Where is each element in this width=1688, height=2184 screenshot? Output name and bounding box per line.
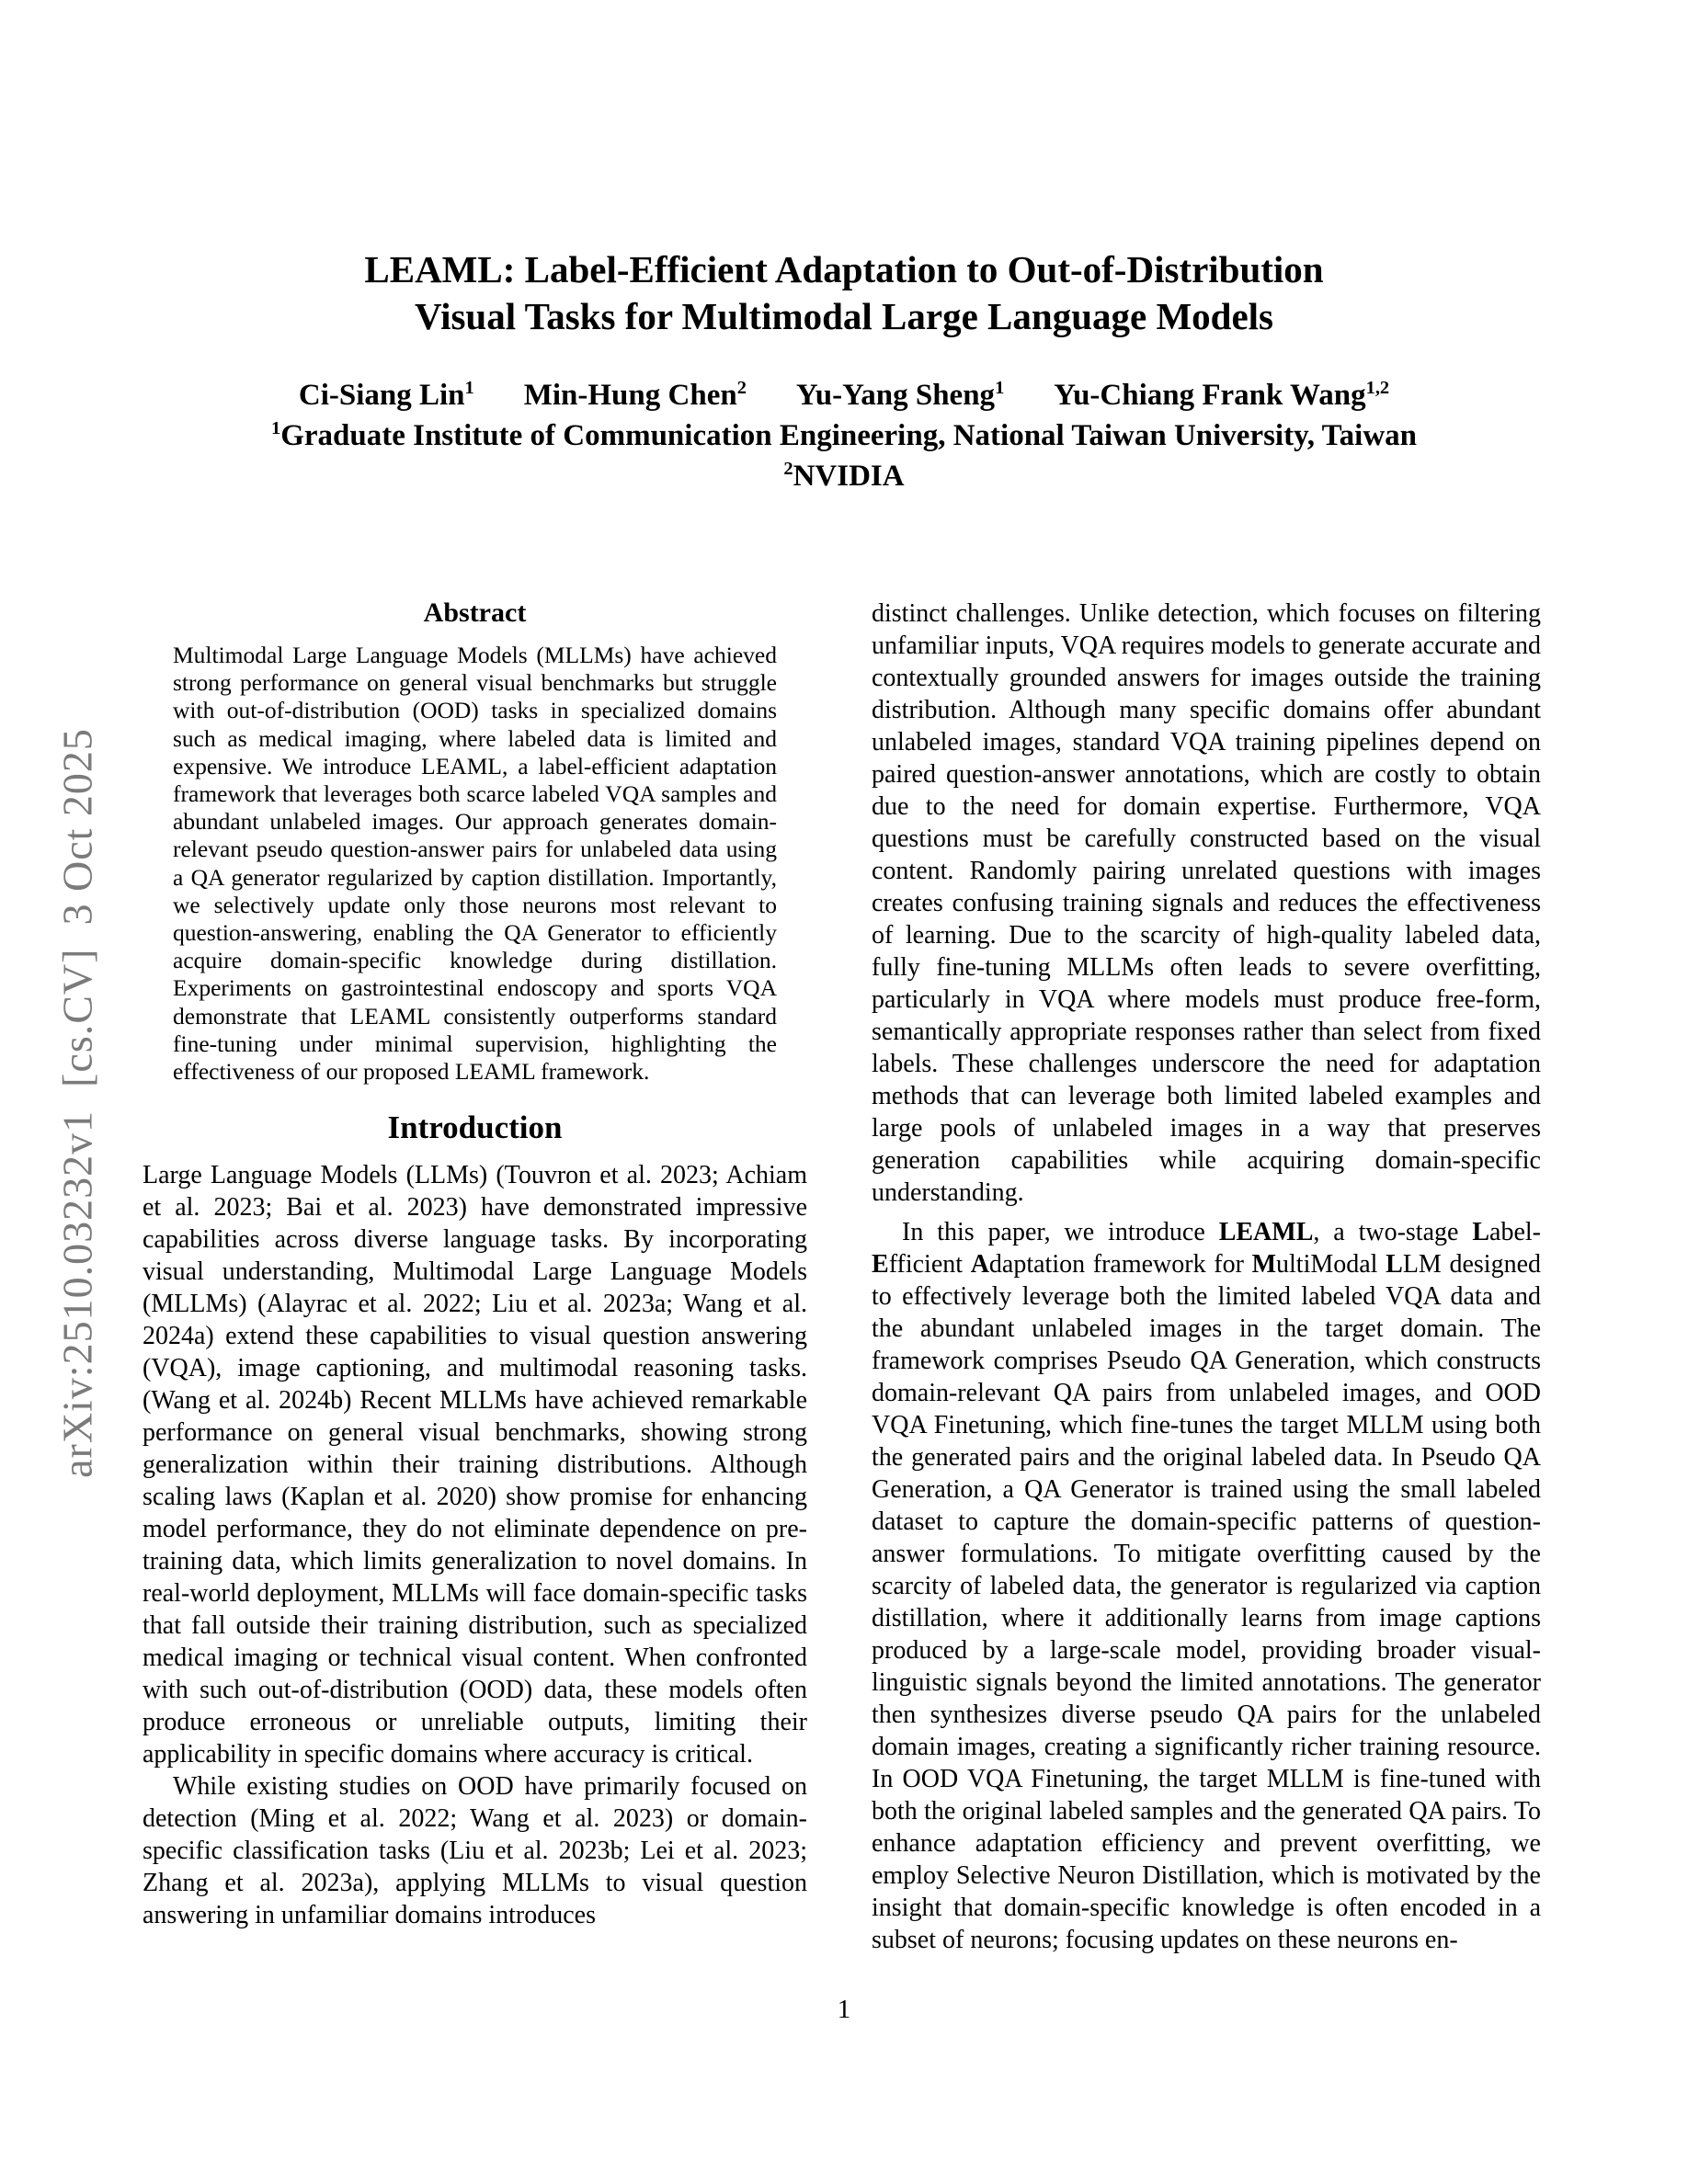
affiliation-1-marker: 1 [270,418,281,438]
abstract-heading: Abstract [423,597,527,628]
right-column-paragraph-1: distinct challenges. Unlike detection, which focuses on filtering unfamiliar inputs, VQA requires models to generate accurate and contextually grounded answers for images outside the training distribution. Although many specific domains offer abundant unlabeled images, standard VQA training pipelines depend on paired question-answer annotations, which are costly to obtain due to the need for domain expertise. Furthermore, VQA questions must be carefully constructed based on the visual content. Randomly pairing unrelated questions with images creates confusing training signals and reduces the effectiveness of learning. Due to the scarcity of high-quality labeled data, fully fine-tuning MLLMs often leads to severe overfitting, particularly in VQA where models must produce free-form, semantically appropriate responses rather than select from fixed labels. These challenges underscore the need for adaptation methods that can leverage both limited labeled examples and large pools of unlabeled images in a way that preserves generation capabilities while acquiring domain-specific understanding. [872,599,1542,1207]
author-3 [796,379,1004,412]
affiliation-2 [0,456,1688,496]
affiliation-list [0,415,1688,496]
right-column-paragraph-2: In this paper, we introduce LEAML, a two-stage Label-Efficient Adaptation framework for MultiModal LLM designed to effectively leverage both the limited labeled VQA data and the abundant unlabeled images in the target domain. The framework comprises Pseudo QA Generation, which constructs domain-relevant QA pairs from unlabeled images, and OOD VQA Finetuning, which fine-tunes the target MLLM using both the generated pairs and the original labeled data. In Pseudo QA Generation, a QA Generator is trained using the small labeled dataset to capture the domain-specific patterns of question-answer formulations. To mitigate overfitting caused by the scarcity of labeled data, the generator is regularized via caption distillation, where it additionally learns from image captions produced by a large-scale model, providing broader visual-linguistic signals beyond the limited annotations. The generator then synthesizes diverse pseudo QA pairs for the unlabeled domain images, creating a significantly richer training resource. In OOD VQA Finetuning, the target MLLM is fine-tuned with both the original labeled samples and the generated QA pairs. To enhance adaptation efficiency and prevent overfitting, we employ Selective Neuron Distillation, which is motivated by the insight that domain-specific knowledge is often encoded in a subset of neurons; focusing updates on these neurons en- [872,1218,1542,1954]
abstract-text: Multimodal Large Language Models (MLLMs) have achieved strong performance on general visual benchmarks but struggle with out-of-distribution (OOD) tasks in specialized domains such as medical imaging, where labeled data is limited and expensive. We introduce LEAML, a label-efficient adaptation framework that leverages both scarce labeled VQA samples and abundant unlabeled images. Our approach generates domain-relevant pseudo question-answer pairs for unlabeled data using a QA generator regularized by caption distillation. Importantly, we selectively update only those neurons most relevant to question-answering, enabling the QA Generator to efficiently acquire domain-specific knowledge during distillation. Experiments on gastrointestinal endoscopy and sports VQA demonstrate that LEAML consistently outperforms standard fine-tuning under minimal supervision, highlighting the effectiveness of our proposed LEAML framework. [173,642,777,1086]
author-2-affiliation-marker: 2 [736,378,747,398]
right-column [872,597,1541,1956]
paper-title-line-1: LEAML: Label-Efficient Adaptation to Out-of-Distribution [364,248,1324,290]
author-3-name: Yu-Yang Sheng [795,379,996,412]
author-list [0,379,1688,413]
affiliation-1-name: Graduate Institute of Communication Engineering, National Taiwan University, Taiwan [280,419,1418,452]
left-column [143,597,807,1931]
affiliation-2-name: NVIDIA [793,460,905,493]
author-1-name: Ci-Siang Lin [298,379,465,412]
affiliation-1 [0,415,1688,456]
paper-title [0,246,1688,340]
author-1-affiliation-marker: 1 [464,378,474,398]
author-3-affiliation-marker: 1 [995,378,1005,398]
page-number: 1 [837,1995,851,2024]
arxiv-stamp: arXiv:2510.03232v1 [cs.CV] 3 Oct 2025 [53,728,101,1478]
affiliation-2-marker: 2 [783,459,793,479]
author-2-name: Min-Hung Chen [523,379,737,412]
paper-title-line-2: Visual Tasks for Multimodal Large Language Models [414,295,1273,337]
introduction-paragraph-2: While existing studies on OOD have primarily focused on detection (Ming et al. 2022; Wang et al. 2023) or domain-specific classification tasks (Liu et al. 2023b; Lei et al. 2023; Zhang et al. 2023a), applying MLLMs to visual question answering in unfamiliar domains introduces [143,1772,807,1930]
author-1 [299,379,474,412]
author-4-name: Yu-Chiang Frank Wang [1054,379,1366,412]
introduction-paragraph-1: Large Language Models (LLMs) (Touvron et al. 2023; Achiam et al. 2023; Bai et al. 2023) have demonstrated impressive capabilities across diverse language tasks. By incorporating visual understanding, Multimodal Large Language Models (MLLMs) (Alayrac et al. 2022; Liu et al. 2023a; Wang et al. 2024a) extend these capabilities to visual question answering (VQA), image captioning, and multimodal reasoning tasks. (Wang et al. 2024b) Recent MLLMs have achieved remarkable performance on general visual benchmarks, showing strong generalization within their training distributions. Although scaling laws (Kaplan et al. 2020) show promise for enhancing model performance, they do not eliminate dependence on pre-training data, which limits generalization to novel domains. In real-world deployment, MLLMs will face domain-specific tasks that fall outside their training distribution, such as specialized medical imaging or technical visual content. When confronted with such out-of-distribution (OOD) data, these models often produce erroneous or unreliable outputs, limiting their applicability in specific domains where accuracy is critical. [143,1161,807,1769]
author-4 [1054,379,1389,412]
author-4-affiliation-marker: 1,2 [1365,378,1390,398]
author-2 [524,379,747,412]
introduction-heading: Introduction [387,1109,563,1146]
